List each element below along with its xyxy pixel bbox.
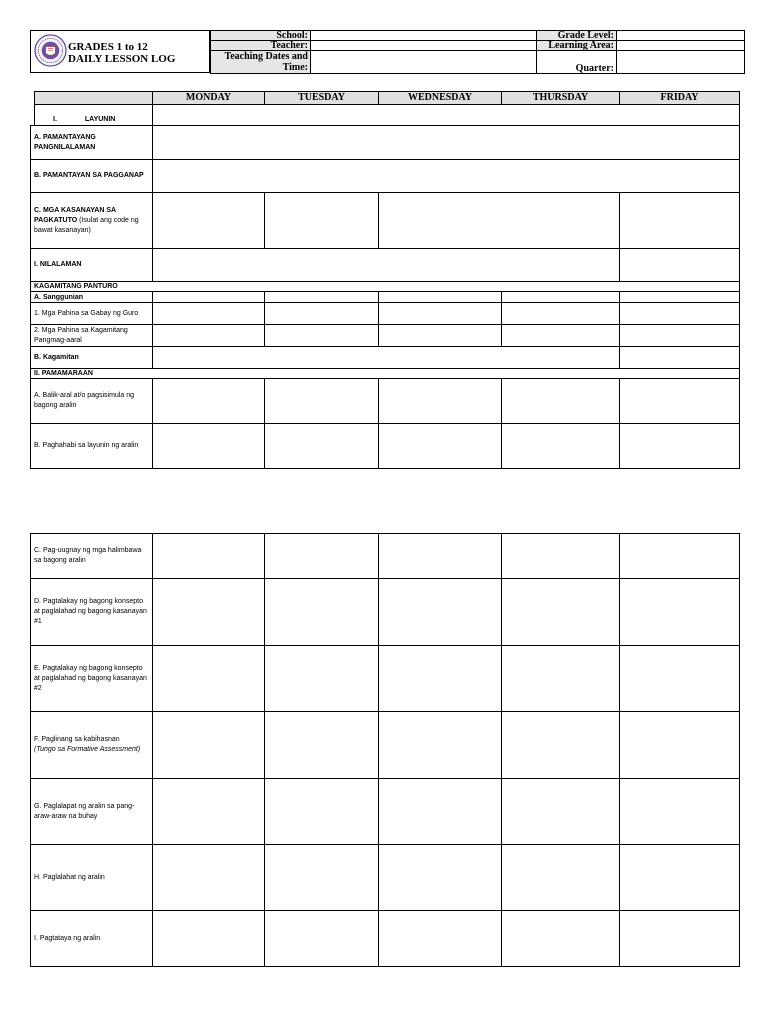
row-gabay-label: 1. Mga Pahina sa Gabay ng Guro: [31, 303, 153, 325]
paghahabi-monday-cell[interactable]: [153, 424, 265, 469]
gabay-wednesday-cell[interactable]: [379, 303, 502, 325]
row-paghahabi-label: B. Paghahabi sa layunin ng aralin: [31, 424, 153, 469]
nilalaman-friday-cell[interactable]: [620, 249, 740, 282]
row-kagamitang-label: KAGAMITANG PANTURO: [31, 282, 740, 292]
paglalahat-friday-cell[interactable]: [620, 845, 740, 911]
paglalapat-thursday-cell[interactable]: [502, 779, 620, 845]
lesson-log-table-1b: [30, 125, 740, 469]
row-sanggunian-label: A. Sanggunian: [31, 292, 153, 303]
kasanayan-wed-thu-cell[interactable]: [379, 193, 620, 249]
sanggunian-tuesday-cell[interactable]: [265, 292, 379, 303]
paglalapat-tuesday-cell[interactable]: [265, 779, 379, 845]
paglalapat-monday-cell[interactable]: [153, 779, 265, 845]
paglalapat-wednesday-cell[interactable]: [379, 779, 502, 845]
row-pamamaraan-label: II. PAMAMARAAN: [31, 369, 740, 379]
grade-level-field[interactable]: [617, 31, 745, 41]
pag-uugnay-friday-cell[interactable]: [620, 534, 740, 579]
paglinang-thursday-cell[interactable]: [502, 712, 620, 779]
kagamitang-pang-monday-cell[interactable]: [153, 325, 265, 347]
pagtataya-tuesday-cell[interactable]: [265, 911, 379, 967]
paglalahat-tuesday-cell[interactable]: [265, 845, 379, 911]
row-balik-aral-label: A. Balik-aral at/o pagsisimula ng bagong aralin: [31, 379, 153, 424]
kagamitang-pang-tuesday-cell[interactable]: [265, 325, 379, 347]
row-pagtalakay-1-label: D. Pagtalakay ng bagong konsepto at paglalahad ng bagong kasanayan #1: [31, 579, 153, 646]
pagtataya-friday-cell[interactable]: [620, 911, 740, 967]
paglinang-tuesday-cell[interactable]: [265, 712, 379, 779]
day-header-thursday: THURSDAY: [502, 92, 620, 105]
day-header-wednesday: WEDNESDAY: [379, 92, 502, 105]
day-header-monday: MONDAY: [153, 92, 265, 105]
kagamitang-pang-thursday-cell[interactable]: [502, 325, 620, 347]
kagamitang-pang-friday-cell[interactable]: [620, 325, 740, 347]
gabay-tuesday-cell[interactable]: [265, 303, 379, 325]
row-layunin-label: I. LAYUNIN: [35, 105, 153, 126]
pagtalakay-2-monday-cell[interactable]: [153, 646, 265, 712]
lesson-log-table-2: [30, 533, 740, 967]
pag-uugnay-wednesday-cell[interactable]: [379, 534, 502, 579]
quarter-field[interactable]: [617, 51, 745, 74]
row-paglalapat-label: G. Paglalapat ng aralin sa pang-araw-araw na buhay: [31, 779, 153, 845]
kagamitan-friday-cell[interactable]: [620, 347, 740, 369]
pag-uugnay-thursday-cell[interactable]: [502, 534, 620, 579]
row-pagtalakay-2-label: E. Pagtalakay ng bagong konsepto at paglalahad ng bagong kasanayan #2: [31, 646, 153, 712]
paglalahat-monday-cell[interactable]: [153, 845, 265, 911]
pagtalakay-1-friday-cell[interactable]: [620, 579, 740, 646]
header-title: GRADES 1 to 12 DAILY LESSON LOG: [68, 41, 176, 65]
pagtalakay-2-tuesday-cell[interactable]: [265, 646, 379, 712]
pagtalakay-2-friday-cell[interactable]: [620, 646, 740, 712]
quarter-label: Quarter:: [537, 51, 617, 74]
pagtalakay-1-monday-cell[interactable]: [153, 579, 265, 646]
row-paglinang-label: F. Paglinang sa kabihasnan (Tungo sa Formative Assessment): [31, 712, 153, 779]
teaching-dates-label: Teaching Dates and Time:: [211, 51, 311, 74]
lesson-log-table-1: [34, 91, 740, 126]
school-field[interactable]: [311, 31, 537, 41]
balik-aral-tuesday-cell[interactable]: [265, 379, 379, 424]
pagtalakay-1-tuesday-cell[interactable]: [265, 579, 379, 646]
paghahabi-wednesday-cell[interactable]: [379, 424, 502, 469]
pag-uugnay-monday-cell[interactable]: [153, 534, 265, 579]
paglinang-friday-cell[interactable]: [620, 712, 740, 779]
pagtataya-monday-cell[interactable]: [153, 911, 265, 967]
gabay-monday-cell[interactable]: [153, 303, 265, 325]
paglalapat-friday-cell[interactable]: [620, 779, 740, 845]
kasanayan-friday-cell[interactable]: [620, 193, 740, 249]
row-pamantayan-label: B. PAMANTAYAN SA PAGGANAP: [31, 160, 153, 193]
gabay-thursday-cell[interactable]: [502, 303, 620, 325]
row-kasanayan-label: C. MGA KASANAYAN SA PAGKATUTO (Isulat ang code ng bawat kasanayan): [31, 193, 153, 249]
learning-area-label: Learning Area:: [537, 41, 617, 51]
paghahabi-friday-cell[interactable]: [620, 424, 740, 469]
day-header-tuesday: TUESDAY: [265, 92, 379, 105]
row-pag-uugnay-label: C. Pag-uugnay ng mga halimbawa sa bagong aralin: [31, 534, 153, 579]
row-nilalaman-label: I. NILALAMAN: [31, 249, 153, 282]
pagtataya-wednesday-cell[interactable]: [379, 911, 502, 967]
kasanayan-monday-cell[interactable]: [153, 193, 265, 249]
day-header-friday: FRIDAY: [620, 92, 740, 105]
sanggunian-friday-cell[interactable]: [620, 292, 740, 303]
grade-level-label: Grade Level:: [537, 31, 617, 41]
pagtalakay-1-thursday-cell[interactable]: [502, 579, 620, 646]
pagtalakay-2-thursday-cell[interactable]: [502, 646, 620, 712]
teacher-label: Teacher:: [211, 41, 311, 51]
gabay-friday-cell[interactable]: [620, 303, 740, 325]
pagtalakay-2-wednesday-cell[interactable]: [379, 646, 502, 712]
balik-aral-friday-cell[interactable]: [620, 379, 740, 424]
row-pagtataya-label: I. Pagtataya ng aralin: [31, 911, 153, 967]
pagtataya-thursday-cell[interactable]: [502, 911, 620, 967]
row-kagamitang-pang-label: 2. Mga Pahina sa Kagamitang Pangmag-aaral: [31, 325, 153, 347]
row-paglalahat-label: H. Paglalahat ng aralin: [31, 845, 153, 911]
teaching-dates-field[interactable]: [311, 51, 537, 74]
row-nilalaman-cell[interactable]: [153, 249, 620, 282]
balik-aral-thursday-cell[interactable]: [502, 379, 620, 424]
kagamitang-pang-wednesday-cell[interactable]: [379, 325, 502, 347]
balik-aral-monday-cell[interactable]: [153, 379, 265, 424]
kasanayan-tuesday-cell[interactable]: [265, 193, 379, 249]
paghahabi-thursday-cell[interactable]: [502, 424, 620, 469]
sanggunian-thursday-cell[interactable]: [502, 292, 620, 303]
row-pamantayang-cell[interactable]: [153, 126, 740, 160]
row-kagamitan-label: B. Kagamitan: [31, 347, 153, 369]
paglinang-monday-cell[interactable]: [153, 712, 265, 779]
balik-aral-wednesday-cell[interactable]: [379, 379, 502, 424]
paglalahat-thursday-cell[interactable]: [502, 845, 620, 911]
row-layunin-cell[interactable]: [153, 105, 740, 126]
paglalahat-wednesday-cell[interactable]: [379, 845, 502, 911]
row-pamantayan-cell[interactable]: [153, 160, 740, 193]
corner-header: [35, 92, 153, 105]
sanggunian-wednesday-cell[interactable]: [379, 292, 502, 303]
pagtalakay-1-wednesday-cell[interactable]: [379, 579, 502, 646]
teacher-field[interactable]: [311, 41, 537, 51]
learning-area-field[interactable]: [617, 41, 745, 51]
kagamitan-cell[interactable]: [153, 347, 620, 369]
paghahabi-tuesday-cell[interactable]: [265, 424, 379, 469]
sanggunian-monday-cell[interactable]: [153, 292, 265, 303]
row-pamantayang-label: A. PAMANTAYANG PANGNILALAMAN: [31, 126, 153, 160]
school-label: School:: [211, 31, 311, 41]
deped-seal-icon: [34, 34, 67, 67]
paglinang-wednesday-cell[interactable]: [379, 712, 502, 779]
header-title-block: [30, 30, 210, 73]
pag-uugnay-tuesday-cell[interactable]: [265, 534, 379, 579]
header-info-table: [210, 30, 745, 74]
